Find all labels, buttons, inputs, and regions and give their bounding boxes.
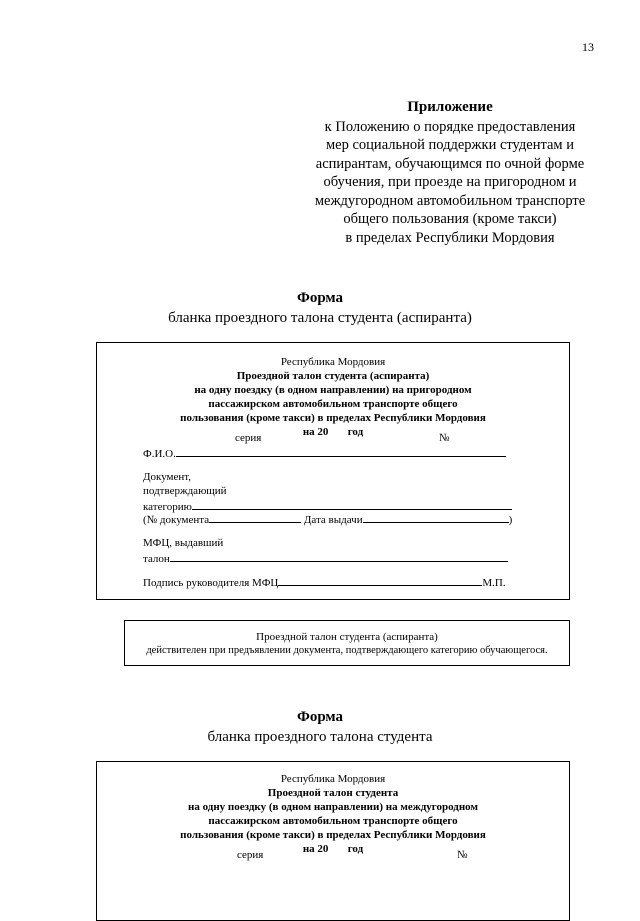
- page-number: 13: [582, 40, 594, 54]
- series2-label: серия: [237, 849, 264, 861]
- fio-field[interactable]: [176, 445, 506, 457]
- form1-subtitle: бланка проездного талона студента (аспиранта): [168, 310, 472, 326]
- appendix-line: в пределах Республики Мордовия: [345, 229, 555, 246]
- series-label: серия: [235, 432, 262, 444]
- mfc-label-2: талон: [143, 553, 170, 565]
- ticket2-year: [97, 842, 569, 856]
- year2-prefix: на 20: [302, 843, 329, 855]
- form1-title: Форма: [296, 290, 344, 306]
- issue-date-field[interactable]: [363, 511, 509, 523]
- document-label-2: подтверждающий: [143, 485, 227, 497]
- ticket-title-line: пассажирском автомобильном транспорте общего: [208, 398, 458, 410]
- appendix-line: общего пользования (кроме такси): [343, 211, 557, 227]
- mfc-label: МФЦ, выдавший: [143, 537, 224, 549]
- ticket-title-line: пользования (кроме такси) в пределах Республики Мордовия: [180, 412, 486, 424]
- form1-note: [124, 620, 570, 666]
- signature-label: Подпись руководителя МФЦ: [143, 577, 279, 589]
- fio-row: [143, 445, 506, 461]
- category-field[interactable]: [192, 498, 512, 510]
- form2-title: Форма: [296, 709, 344, 725]
- signature-field[interactable]: [278, 574, 482, 586]
- appendix-line: мер социальной поддержки студентам и: [326, 137, 574, 153]
- ticket-title-line: на одну поездку (в одном направлении) на пригородном: [194, 384, 472, 396]
- form1-ticket: [96, 342, 570, 600]
- ticket-republic: Республика Мордовия: [280, 356, 386, 368]
- doc-number-row: [143, 511, 512, 527]
- year-suffix: год: [347, 426, 364, 438]
- issue-date-label: Дата выдачи: [303, 514, 363, 526]
- ticket2-title-line: пользования (кроме такси) в пределах Республики Мордовия: [180, 829, 486, 841]
- note-line2: действителен при предъявлении документа, подтверждающего категорию обучающегося.: [146, 645, 548, 656]
- form2-subtitle: бланка проездного талона студента: [207, 729, 433, 745]
- appendix-block: [300, 98, 600, 247]
- signature-row: [143, 574, 506, 590]
- fio-label: Ф.И.О.: [143, 448, 176, 460]
- ticket-year: [97, 425, 569, 439]
- appendix-title: Приложение: [407, 99, 493, 115]
- category-label: категорию: [143, 501, 192, 513]
- doc-number-label: (№ документа: [143, 514, 210, 526]
- stamp-label: М.П.: [482, 577, 506, 589]
- ticket-title: Проездной талон студента (аспиранта): [236, 370, 430, 382]
- doc-number-field[interactable]: [209, 511, 301, 523]
- ticket2-title-line: пассажирском автомобильном транспорте общего: [208, 815, 458, 827]
- form2-ticket: [96, 761, 570, 921]
- mfc-field[interactable]: [170, 550, 508, 562]
- document-label: Документ,: [143, 471, 192, 483]
- note-line1: Проездной талон студента (аспиранта): [256, 631, 438, 643]
- number2-label: №: [457, 849, 468, 861]
- ticket2-title-line: на одну поездку (в одном направлении) на междугородном: [188, 801, 478, 813]
- appendix-line: обучения, при проезде на пригородном и: [323, 174, 577, 190]
- appendix-line: к Положению о порядке предоставления: [324, 118, 576, 135]
- appendix-line: междугородном автомобильном транспорте: [314, 192, 586, 209]
- year-prefix: на 20: [302, 426, 329, 438]
- ticket2-title: Проездной талон студента: [267, 787, 399, 799]
- mfc-row: [143, 550, 508, 566]
- ticket2-republic: Республика Мордовия: [280, 773, 386, 785]
- close-paren: ): [508, 514, 513, 526]
- appendix-line: аспирантам, обучающимся по очной форме: [315, 155, 585, 172]
- number-label: №: [439, 432, 450, 444]
- year2-suffix: год: [347, 843, 364, 855]
